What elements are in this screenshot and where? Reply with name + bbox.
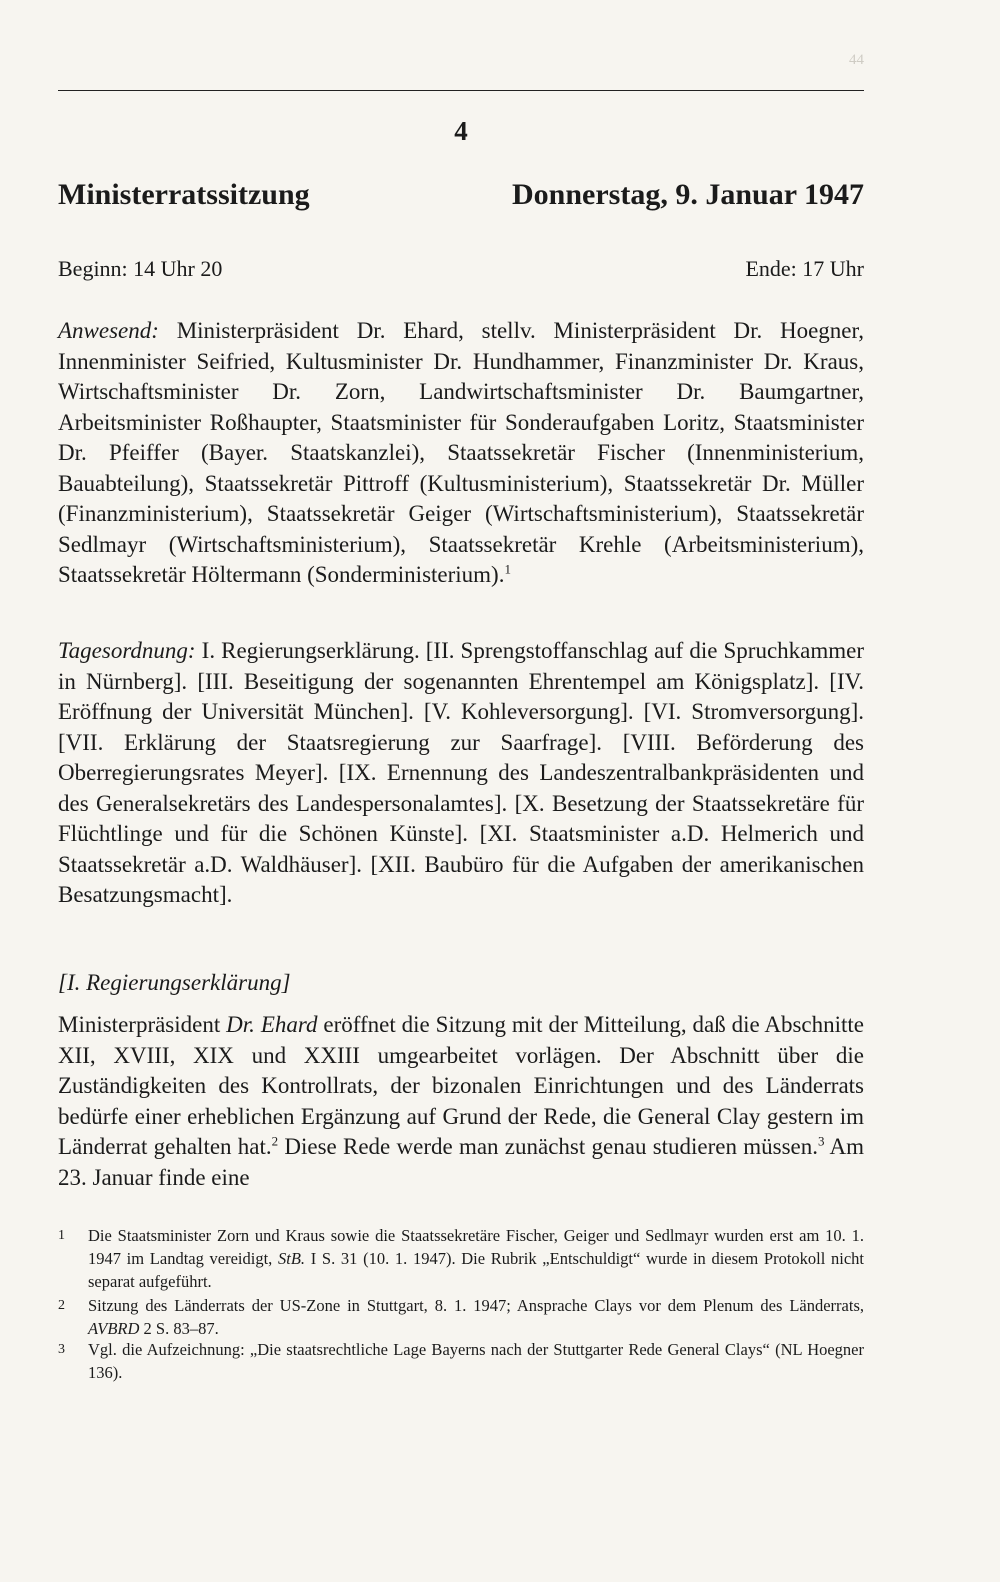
footnote bbox=[58, 1224, 864, 1293]
footnote bbox=[58, 1294, 864, 1340]
agenda-label: Tagesordnung: bbox=[58, 638, 196, 663]
body-text-3: Diese Rede werde man zunächst genau studieren müssen. bbox=[278, 1134, 819, 1159]
footnote-text: Vgl. die Aufzeichnung: „Die staatsrechtliche Lage Bayerns nach der Stuttgarter Rede General Clays“ (NL Hoegner 136). bbox=[88, 1340, 864, 1382]
body-text-2: eröffnet die Sitzung mit der Mitteilung, daß die Abschnitte XII, XVIII, XIX und XXIII umgearbeitet vorlägen. Der Abschnitt über die Zuständigkeiten des Kontrollrats, der bizonalen Einrichtungen und des Länderrats bedürfe einer erheblichen Ergänzung auf Grund der Rede, die General Clay gestern im Länderrat gehalten hat. bbox=[58, 1012, 864, 1159]
agenda-paragraph bbox=[58, 636, 864, 911]
attendees-text: Ministerpräsident Dr. Ehard, stellv. Ministerpräsident Dr. Hoegner, Innenminister Seifried, Kultusminister Dr. Hundhammer, Finanzminister Dr. Kraus, Wirtschaftsminister Dr. Zorn, Landwirtschaftsminister Dr. Baumgartner, Arbeitsminister Roßhaupter, Staatsminister für Sonderaufgaben Loritz, Staatsminister Dr. Pfeiffer (Bayer. Staatskanzlei), Staatssekretär Fischer (Innenministerium, Bauabteilung), Staatssekretär Pittroff (Kultusministerium), Staatssekretär Dr. Müller (Finanzministerium), Staatssekretär Geiger (Wirtschaftsministerium), Staatssekretär Sedlmayr (Wirtschaftsministerium), Staatssekretär Krehle (Arbeitsministerium), Staatssekretär Höltermann (Sonderministerium). bbox=[58, 318, 865, 587]
body-paragraph bbox=[58, 1010, 864, 1193]
title-row bbox=[58, 178, 864, 218]
attendees-paragraph bbox=[58, 316, 864, 591]
agenda-text: I. Regierungserklärung. [II. Sprengstoffanschlag auf die Spruchkammer in Nürnberg]. [III. Beseitigung der sogenannten Ehrentempel am Königsplatz]. [IV. Eröffnung der Universität München]. [V. Kohleversorgung]. [VI. Stromversorgung]. [VII. Erklärung der Staatsregierung zur Saarfrage]. [VIII. Beförderung des Oberregierungsrates Meyer]. [IX. Ernennung des Landeszentralbankpräsidenten und des Generalsekretärs des Landespersonalamtes]. [X. Besetzung der Staatssekretäre für Flüchtlinge und für die Schönen Künste]. [XI. Staatsminister a.D. Helmerich und Staatssekretär a.D. Waldhäuser]. [XII. Baubüro für die Aufgaben der amerikanischen Besatzungsmacht]. bbox=[58, 638, 865, 907]
footnote-number: 1 bbox=[58, 1228, 65, 1243]
footnote-ref-2: 2 bbox=[271, 1133, 279, 1149]
document-number: 4 bbox=[454, 116, 468, 146]
header-rule bbox=[58, 90, 864, 91]
start-time: Beginn: 14 Uhr 20 bbox=[58, 256, 223, 281]
section-heading: [I. Regierungserklärung] bbox=[58, 970, 291, 995]
body-text-1: Ministerpräsident bbox=[58, 1012, 227, 1037]
footnote-text: Die Staatsminister Zorn und Kraus sowie die Staatssekretäre Fischer, Geiger und Sedlmayr wurden erst am 10. 1. 1947 im Landtag vereidigt, StB. I S. 31 (10. 1. 1947). Die Rubrik „Entschuldigt“ wurde in diesem Protokoll nicht separat aufgeführt. bbox=[88, 1226, 864, 1291]
footnote-ref-3: 3 bbox=[818, 1133, 825, 1149]
running-head bbox=[58, 52, 864, 72]
footnote-ref-1: 1 bbox=[504, 561, 511, 577]
meeting-title: Ministerratssitzung bbox=[58, 178, 310, 211]
footnote-text: Sitzung des Länderrats der US-Zone in Stuttgart, 8. 1. 1947; Ansprache Clays vor dem Plenum des Länderrats, AVBRD 2 S. 83–87. bbox=[88, 1296, 864, 1338]
meeting-date: Donnerstag, 9. Januar 1947 bbox=[512, 178, 864, 211]
attendees-label: Anwesend: bbox=[58, 318, 159, 343]
page-number: 44 bbox=[849, 52, 864, 68]
end-time: Ende: 17 Uhr bbox=[745, 256, 864, 281]
body-name: Dr. Ehard bbox=[226, 1012, 318, 1037]
body-text-4: Am 23. Januar finde eine bbox=[58, 1134, 864, 1190]
time-row bbox=[58, 256, 864, 284]
footnote-number: 3 bbox=[58, 1342, 65, 1357]
footnote-number: 2 bbox=[58, 1298, 65, 1313]
footnote bbox=[58, 1338, 864, 1384]
